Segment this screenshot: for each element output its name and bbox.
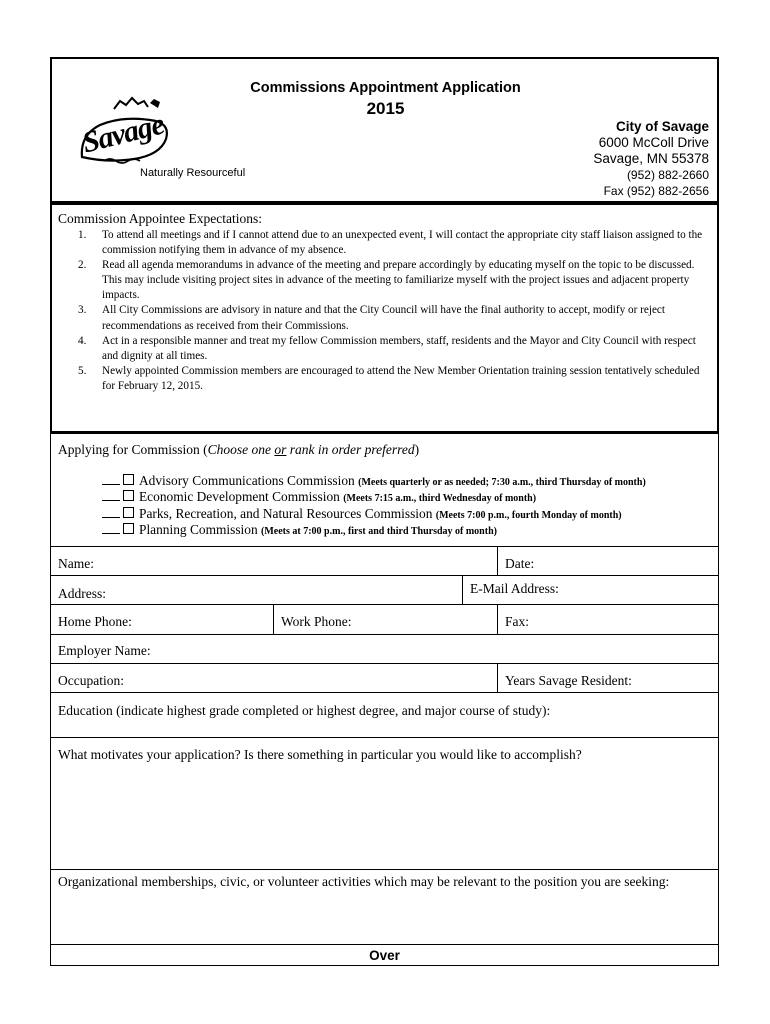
divider [497, 546, 498, 575]
address-field[interactable]: Address: [58, 586, 106, 601]
fax-field[interactable]: Fax: [505, 614, 530, 629]
expectation-item: 2. Read all agenda memorandums in advance of the meeting and prepare accordingly by educating myself on the topic to be discussed. This may include visiting project sites in advance of the meeting to familiarize myself with the project issues and adjacent property impacts. [78, 259, 695, 302]
street-address: 6000 McColl Drive [598, 135, 709, 150]
applying-heading: Applying for Commission (Choose one or rank in order preferred) [58, 442, 420, 457]
divider [51, 944, 718, 945]
checkbox-icon[interactable] [123, 490, 134, 501]
divider [51, 737, 718, 738]
city-state-zip: Savage, MN 55378 [593, 151, 709, 166]
employer-field[interactable]: Employer Name: [58, 643, 151, 658]
commission-option-parks[interactable]: Parks, Recreation, and Natural Resources Commission (Meets 7:00 p.m., fourth Monday of month) [102, 506, 622, 522]
checkbox-icon[interactable] [123, 474, 134, 485]
checkbox-icon[interactable] [123, 507, 134, 518]
expectation-item: 1. To attend all meetings and if I cannot attend due to an unexpected event, I will contact the appropriate city staff liaison assigned to the commission notifying them in advance of my absence. [78, 229, 703, 257]
over-label: Over [369, 948, 400, 963]
divider [51, 869, 718, 870]
logo-wordmark: Savage [79, 107, 167, 160]
divider [51, 692, 718, 693]
rank-blank[interactable] [102, 506, 120, 518]
home-phone-field[interactable]: Home Phone: [58, 614, 132, 629]
org-name: City of Savage [615, 119, 709, 134]
phone-number: (952) 882-2660 [626, 168, 709, 182]
expectation-item: 4. Act in a responsible manner and treat my fellow Commission members, staff, residents and the Mayor and City Council with respect and dignity at all times. [78, 334, 696, 362]
occupation-field[interactable]: Occupation: [58, 673, 124, 688]
motivation-field[interactable]: What motivates your application? Is there something in particular you would like to accomplish? [58, 747, 582, 762]
header-box [50, 57, 719, 203]
expectation-item: 5. Newly appointed Commission members are encouraged to attend the New Member Orientation training session tentatively scheduled for February 12, 2015. [78, 364, 700, 392]
form-year: 2015 [366, 99, 405, 118]
divider [462, 575, 463, 604]
divider [51, 575, 718, 576]
work-phone-field[interactable]: Work Phone: [281, 614, 352, 629]
years-resident-field[interactable]: Years Savage Resident: [505, 673, 632, 688]
expectations-heading: Commission Appointee Expectations: [58, 211, 262, 226]
commission-option-economic[interactable]: Economic Development Commission (Meets 7:15 a.m., third Wednesday of month) [102, 489, 536, 505]
city-contact-block [593, 119, 709, 199]
expectation-item: 3. All City Commissions are advisory in nature and that the City Council will have the final authority to accept, modify or reject recommendations as received from their Commissions. [78, 304, 665, 332]
education-field[interactable]: Education (indicate highest grade completed or highest degree, and major course of study): [58, 703, 551, 718]
divider [51, 663, 718, 664]
commission-option-advisory[interactable]: Advisory Communications Commission (Meets quarterly or as needed; 7:30 a.m., third Thursday of month) [102, 473, 646, 489]
rank-blank[interactable] [102, 489, 120, 501]
divider [497, 663, 498, 692]
divider [51, 634, 718, 635]
email-field[interactable]: E-Mail Address: [470, 581, 559, 596]
divider [51, 546, 718, 547]
checkbox-icon[interactable] [123, 523, 134, 534]
memberships-field[interactable]: Organizational memberships, civic, or volunteer activities which may be relevant to the position you are seeking: [58, 874, 670, 889]
expectations-list [78, 228, 714, 394]
divider [51, 604, 718, 605]
date-field[interactable]: Date: [505, 556, 535, 571]
divider [273, 604, 274, 634]
form-title: Commissions Appointment Application [250, 80, 521, 96]
name-field[interactable]: Name: [58, 556, 94, 571]
logo-tagline: Naturally Resourceful [140, 167, 246, 179]
fax-number: Fax (952) 882-2656 [603, 184, 709, 198]
commission-option-planning[interactable]: Planning Commission (Meets at 7:00 p.m., first and third Thursday of month) [102, 522, 497, 538]
rank-blank[interactable] [102, 522, 120, 534]
divider [497, 604, 498, 634]
rank-blank[interactable] [102, 473, 120, 485]
